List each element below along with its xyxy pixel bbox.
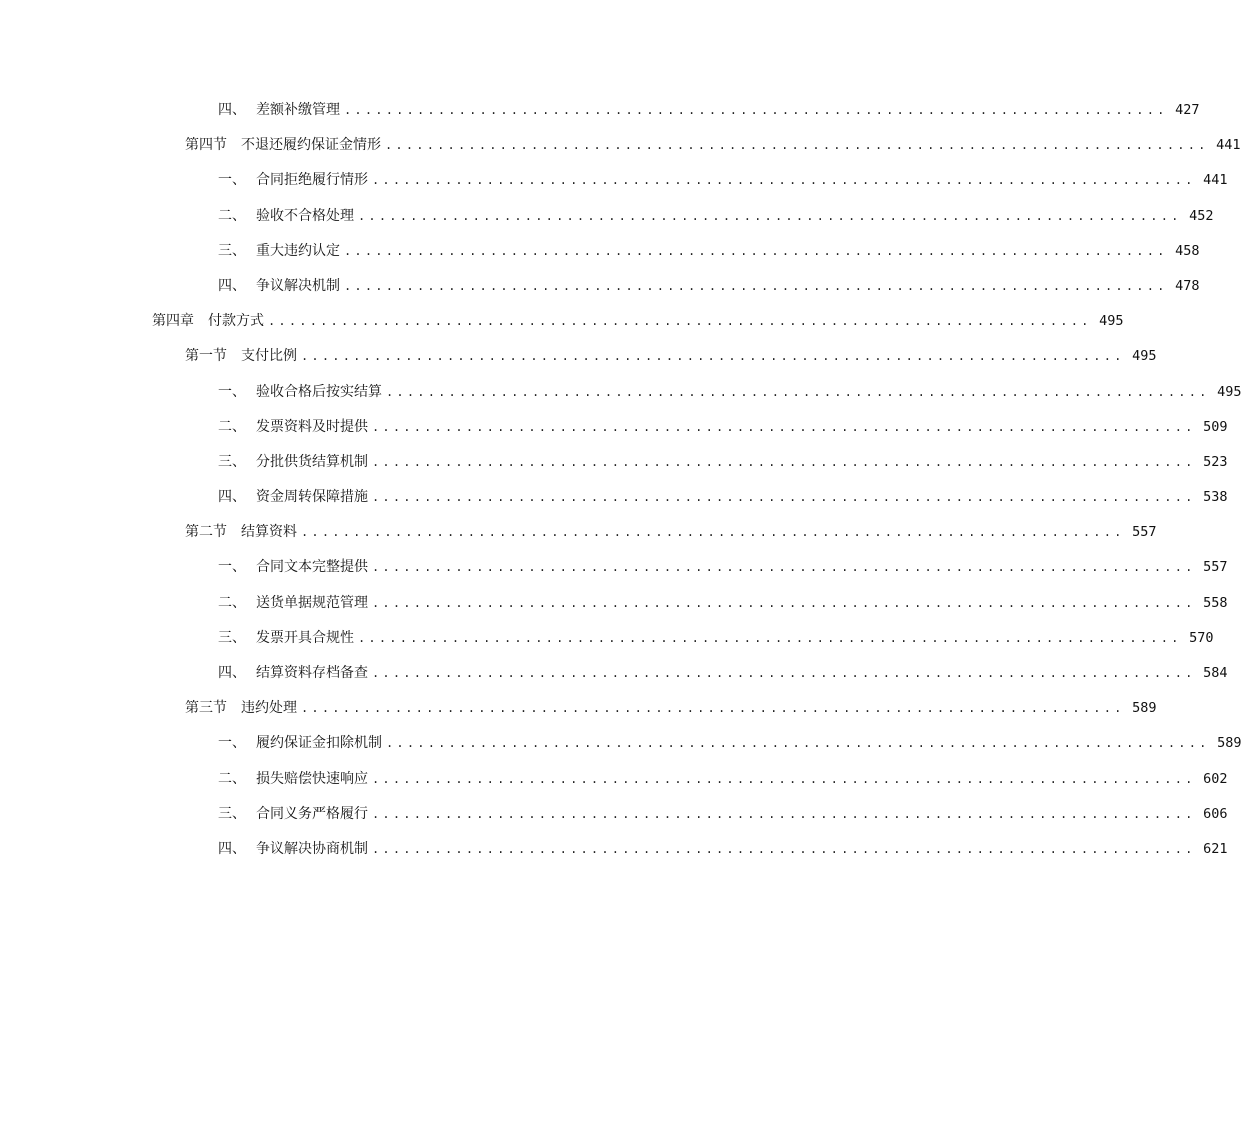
dot-leader: ...............................................................................: [268, 314, 1092, 329]
toc-entry[interactable]: [0, 797, 1228, 832]
toc-page-number: 538: [1203, 489, 1228, 506]
toc-entry-number: 二、: [218, 207, 246, 224]
toc-entry-title: 合同义务严格履行: [256, 805, 368, 822]
dot-leader: ...............................................................................: [301, 701, 1125, 716]
toc-entry-title: 履约保证金扣除机制: [256, 735, 382, 752]
toc-entry-title: 差额补缴管理: [256, 102, 340, 118]
toc-entry-number: 第三节: [185, 700, 227, 717]
toc-entry-title: 付款方式: [208, 313, 264, 330]
toc-entry[interactable]: [0, 762, 1228, 797]
toc-entry-number: 第二节: [185, 524, 227, 541]
table-of-contents: [0, 93, 1242, 867]
toc-entry[interactable]: [0, 550, 1228, 585]
dot-leader: ...............................................................................: [385, 138, 1209, 153]
toc-entry[interactable]: [0, 480, 1228, 515]
toc-entry[interactable]: [0, 586, 1228, 621]
toc-page-number: 557: [1203, 559, 1228, 576]
dot-leader: ...............................................................................: [372, 173, 1196, 188]
dot-leader: ...............................................................................: [372, 666, 1196, 680]
toc-entry-title: 结算资料存档备查: [256, 665, 368, 681]
toc-entry-title: 资金周转保障措施: [256, 489, 368, 506]
toc-entry-number: 三、: [218, 242, 246, 259]
dot-leader: ...............................................................................: [372, 771, 1196, 786]
dot-leader: ...............................................................................: [386, 736, 1210, 751]
toc-entry[interactable]: [0, 339, 1157, 374]
toc-entry-title: 不退还履约保证金情形: [241, 137, 381, 154]
toc-entry[interactable]: [0, 269, 1200, 304]
toc-entry-title: 分批供货结算机制: [256, 453, 368, 470]
toc-page-number: 509: [1203, 418, 1228, 435]
toc-entry-title: 争议解决机制: [256, 277, 340, 294]
toc-page-number: 441: [1203, 172, 1228, 189]
toc-entry[interactable]: [0, 515, 1157, 550]
toc-page-number: 495: [1132, 348, 1157, 365]
dot-leader: ...............................................................................: [358, 208, 1182, 223]
dot-leader: ...............................................................................: [344, 278, 1168, 293]
toc-page-number: 584: [1203, 665, 1228, 681]
dot-leader: ...............................................................................: [372, 595, 1196, 610]
toc-page-number: 478: [1175, 277, 1200, 294]
toc-entry[interactable]: [0, 163, 1228, 198]
dot-leader: ...............................................................................: [386, 384, 1210, 399]
toc-entry[interactable]: [0, 726, 1242, 761]
toc-page-number: 458: [1175, 242, 1200, 259]
toc-page-number: 495: [1217, 383, 1242, 400]
toc-entry-number: 四、: [218, 102, 246, 118]
toc-page-number: 602: [1203, 770, 1228, 787]
dot-leader: ...............................................................................: [372, 454, 1196, 469]
toc-entry[interactable]: [0, 234, 1200, 269]
toc-entry-number: 三、: [218, 453, 246, 470]
toc-entry[interactable]: [0, 832, 1228, 867]
toc-page-number: 427: [1175, 102, 1200, 118]
toc-entry[interactable]: [0, 621, 1214, 656]
toc-page-number: 557: [1132, 524, 1157, 541]
toc-entry[interactable]: [0, 199, 1214, 234]
dot-leader: ...............................................................................: [372, 806, 1196, 821]
toc-entry-number: 一、: [218, 735, 246, 752]
toc-page-number: 589: [1132, 700, 1157, 717]
toc-entry-number: 四、: [218, 665, 246, 681]
toc-entry-title: 发票资料及时提供: [256, 418, 368, 435]
dot-leader: ...............................................................................: [372, 490, 1196, 505]
toc-page-number: 570: [1189, 629, 1214, 646]
toc-entry-number: 二、: [218, 770, 246, 787]
toc-entry-title: 重大违约认定: [256, 242, 340, 259]
toc-entry-title: 违约处理: [241, 700, 297, 717]
dot-leader: ...............................................................................: [358, 630, 1182, 645]
dot-leader: ...............................................................................: [372, 560, 1196, 575]
toc-page-number: 621: [1203, 840, 1228, 857]
toc-entry[interactable]: [0, 93, 1200, 128]
dot-leader: ...............................................................................: [372, 841, 1196, 856]
dot-leader: ...............................................................................: [301, 349, 1125, 364]
toc-entry[interactable]: [0, 304, 1124, 339]
dot-leader: ...............................................................................: [344, 243, 1168, 258]
toc-entry[interactable]: [0, 656, 1228, 691]
toc-entry-number: 二、: [218, 418, 246, 435]
toc-entry-title: 合同文本完整提供: [256, 559, 368, 576]
toc-entry-number: 四、: [218, 489, 246, 506]
toc-entry-number: 第四节: [185, 137, 227, 154]
toc-entry-title: 验收不合格处理: [256, 207, 354, 224]
toc-page-number: 589: [1217, 735, 1242, 752]
toc-entry-title: 送货单据规范管理: [256, 594, 368, 611]
toc-entry-title: 合同拒绝履行情形: [256, 172, 368, 189]
toc-page-number: 441: [1216, 137, 1241, 154]
toc-entry-number: 三、: [218, 805, 246, 822]
toc-entry-number: 一、: [218, 172, 246, 189]
toc-entry-number: 三、: [218, 629, 246, 646]
toc-page-number: 558: [1203, 594, 1228, 611]
dot-leader: ...............................................................................: [301, 525, 1125, 540]
toc-entry[interactable]: [0, 375, 1242, 410]
toc-entry-number: 二、: [218, 594, 246, 611]
toc-entry-number: 一、: [218, 559, 246, 576]
toc-page-number: 606: [1203, 805, 1228, 822]
toc-entry-number: 四、: [218, 277, 246, 294]
toc-entry-title: 支付比例: [241, 348, 297, 365]
dot-leader: ...............................................................................: [372, 419, 1196, 434]
toc-page-number: 452: [1189, 207, 1214, 224]
toc-entry-title: 争议解决协商机制: [256, 840, 368, 857]
toc-entry-title: 发票开具合规性: [256, 629, 354, 646]
dot-leader: ...............................................................................: [344, 103, 1168, 117]
toc-page-number: 523: [1203, 453, 1228, 470]
toc-entry-number: 四、: [218, 840, 246, 857]
toc-entry-number: 第四章: [152, 313, 194, 330]
toc-entry[interactable]: [0, 410, 1228, 445]
toc-entry-title: 结算资料: [241, 524, 297, 541]
toc-page-number: 495: [1099, 313, 1124, 330]
toc-entry-title: 损失赔偿快速响应: [256, 770, 368, 787]
toc-entry[interactable]: [0, 128, 1241, 163]
toc-entry-title: 验收合格后按实结算: [256, 383, 382, 400]
toc-entry[interactable]: [0, 691, 1157, 726]
toc-entry-number: 第一节: [185, 348, 227, 365]
toc-entry-number: 一、: [218, 383, 246, 400]
toc-entry[interactable]: [0, 445, 1228, 480]
